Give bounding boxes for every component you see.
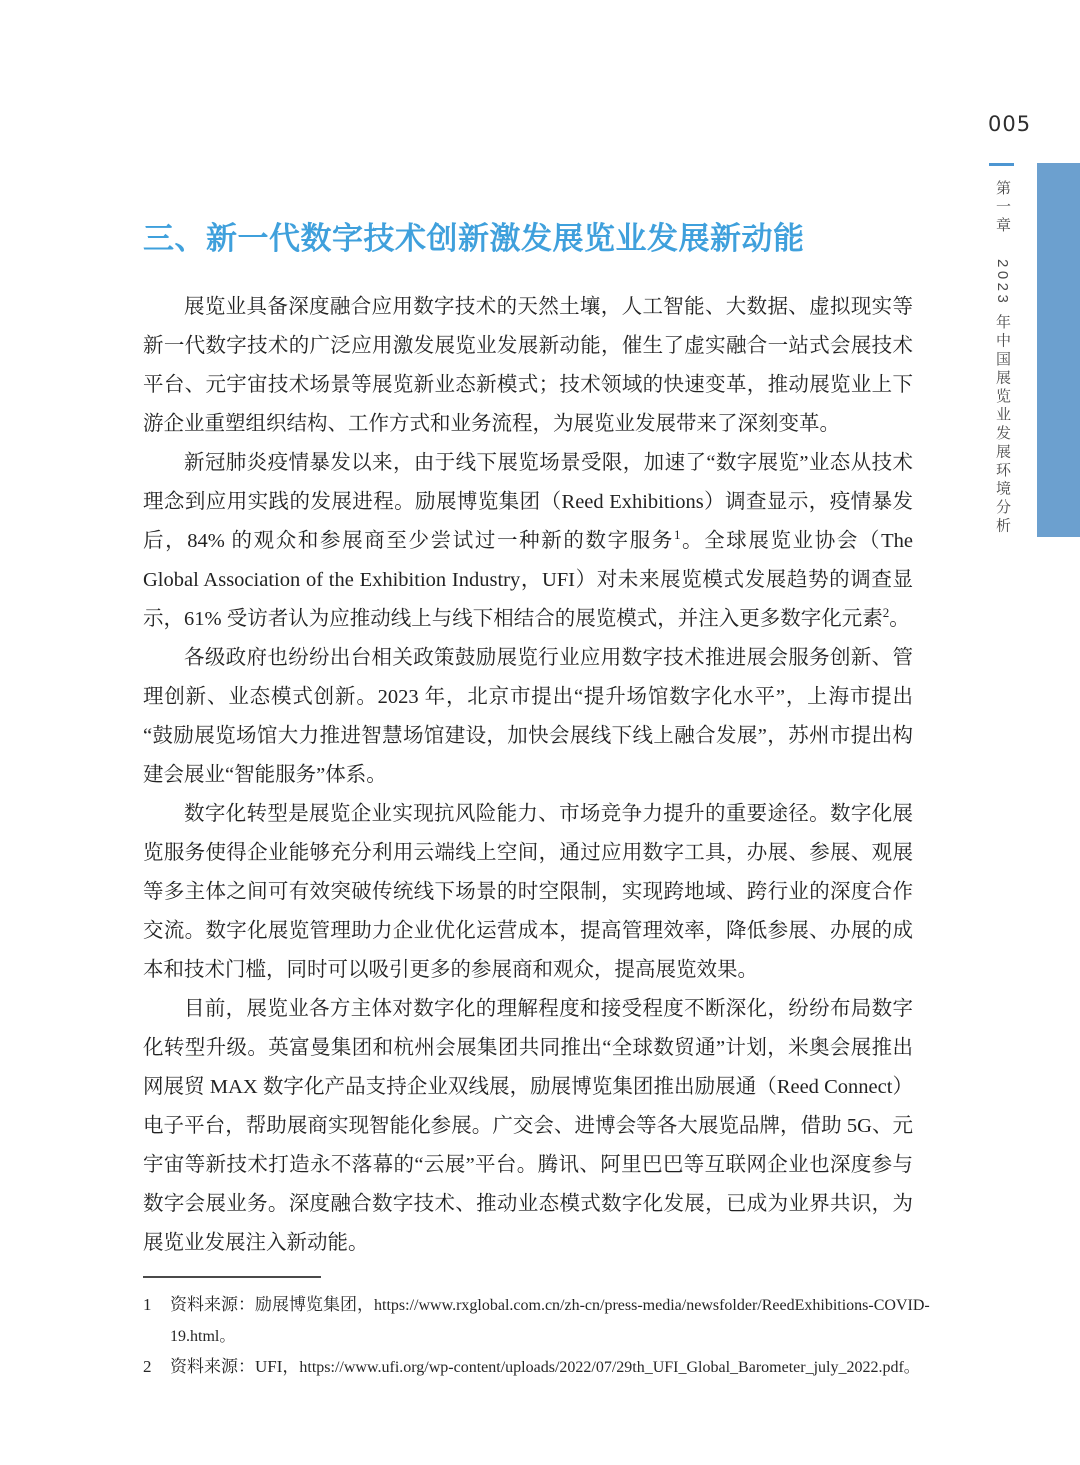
footnote-source-label: 资料来源：UFI， (170, 1357, 300, 1376)
body-paragraph: 新冠肺炎疫情暴发以来，由于线下展览场景受限，加速了“数字展览”业态从技术理念到应用实践的发展进程。励展博览集团（Reed Exhibitions）调查显示，疫情暴发后，84% 的观众和参展商至少尝试过一种新的数字服务$^1$。全球展览业协会（The Global Association of the Exhibition Industry，UFI）对未来展览模式发展趋势的调查显示，61% 受访者认为应推动线上与线下相结合的展览模式，并注入更多数字化元素$^2$。 (143, 452, 913, 630)
footnote-row (143, 1352, 953, 1383)
body-paragraph: 展览业具备深度融合应用数字技术的天然土壤，人工智能、大数据、虚拟现实等新一代数字技术的广泛应用激发展览业发展新动能，催生了虚实融合一站式会展技术平台、元宇宙技术场景等展览新业态新模式；技术领域的快速变革，推动展览业上下游企业重塑组织结构、工作方式和业务流程，为展览业发展带来了深刻变革。 (143, 296, 913, 435)
sidebar-chapter-bar (1037, 163, 1080, 537)
body-paragraph: 目前，展览业各方主体对数字化的理解程度和接受程度不断深化，纷纷布局数字化转型升级。英富曼集团和杭州会展集团共同推出“全球数贸通”计划，米奥会展推出网展贸 MAX 数字化产品支持企业双线展，励展博览集团推出励展通（Reed Connect）电子平台，帮助展商实现智能化参展。广交会、进博会等各大展览品牌，借助 5G、元宇宙等新技术打造永不落幕的“云展”平台。腾讯、阿里巴巴等互联网企业也深度参与数字会展业务。深度融合数字技术、推动业态模式数字化发展，已成为业界共识，为展览业发展注入新动能。 (143, 998, 913, 1254)
footnote-text (170, 1352, 953, 1383)
footnotes (143, 1290, 953, 1383)
body-text (143, 288, 913, 1263)
footnote-reference: 1 (673, 527, 681, 543)
footnote-number: 2 (143, 1357, 152, 1376)
chapter-title: 2023 年中国展览业发展环境分析 (994, 259, 1011, 537)
footnote-text (170, 1290, 953, 1352)
sidebar-chapter-text (992, 180, 1013, 537)
sidebar-tick-divider (989, 163, 1014, 166)
body-paragraph: 各级政府也纷纷出台相关政策鼓励展览行业应用数字技术推进展会服务创新、管理创新、业态模式创新。2023 年，北京市提出“提升场馆数字化水平”，上海市提出“鼓励展览场馆大力推进智慧场馆建设，加快会展线下线上融合发展”，苏州市提出构建会展业“智能服务”体系。 (143, 647, 913, 786)
page-number: 005 (988, 112, 1032, 136)
footnote-separator (143, 1276, 321, 1278)
footnote-row (143, 1290, 953, 1352)
footnote-url: https://www.ufi.org/wp-content/uploads/2022/07/29th_UFI_Global_Barometer_july_2022.pdf。 (299, 1359, 920, 1376)
footnote-reference: 2 (882, 605, 890, 621)
footnote-url: https://www.rxglobal.com.cn/zh-cn/press-media/newsfolder/ReedExhibitions-COVID-19.html。 (170, 1297, 930, 1345)
body-paragraph: 数字化转型是展览企业实现抗风险能力、市场竞争力提升的重要途径。数字化展览服务使得企业能够充分利用云端线上空间，通过应用数字工具，办展、参展、观展等多主体之间可有效突破传统线下场景的时空限制，实现跨地域、跨行业的深度合作交流。数字化展览管理助力企业优化运营成本，提高管理效率，降低参展、办展的成本和技术门槛，同时可以吸引更多的参展商和观众，提高展览效果。 (143, 803, 913, 981)
footnote-number: 1 (143, 1295, 152, 1314)
footnote-source-label: 资料来源：励展博览集团， (170, 1295, 374, 1314)
chapter-label: 第一章 (994, 180, 1011, 236)
section-heading: 三、新一代数字技术创新激发展览业发展新动能 (143, 221, 805, 256)
